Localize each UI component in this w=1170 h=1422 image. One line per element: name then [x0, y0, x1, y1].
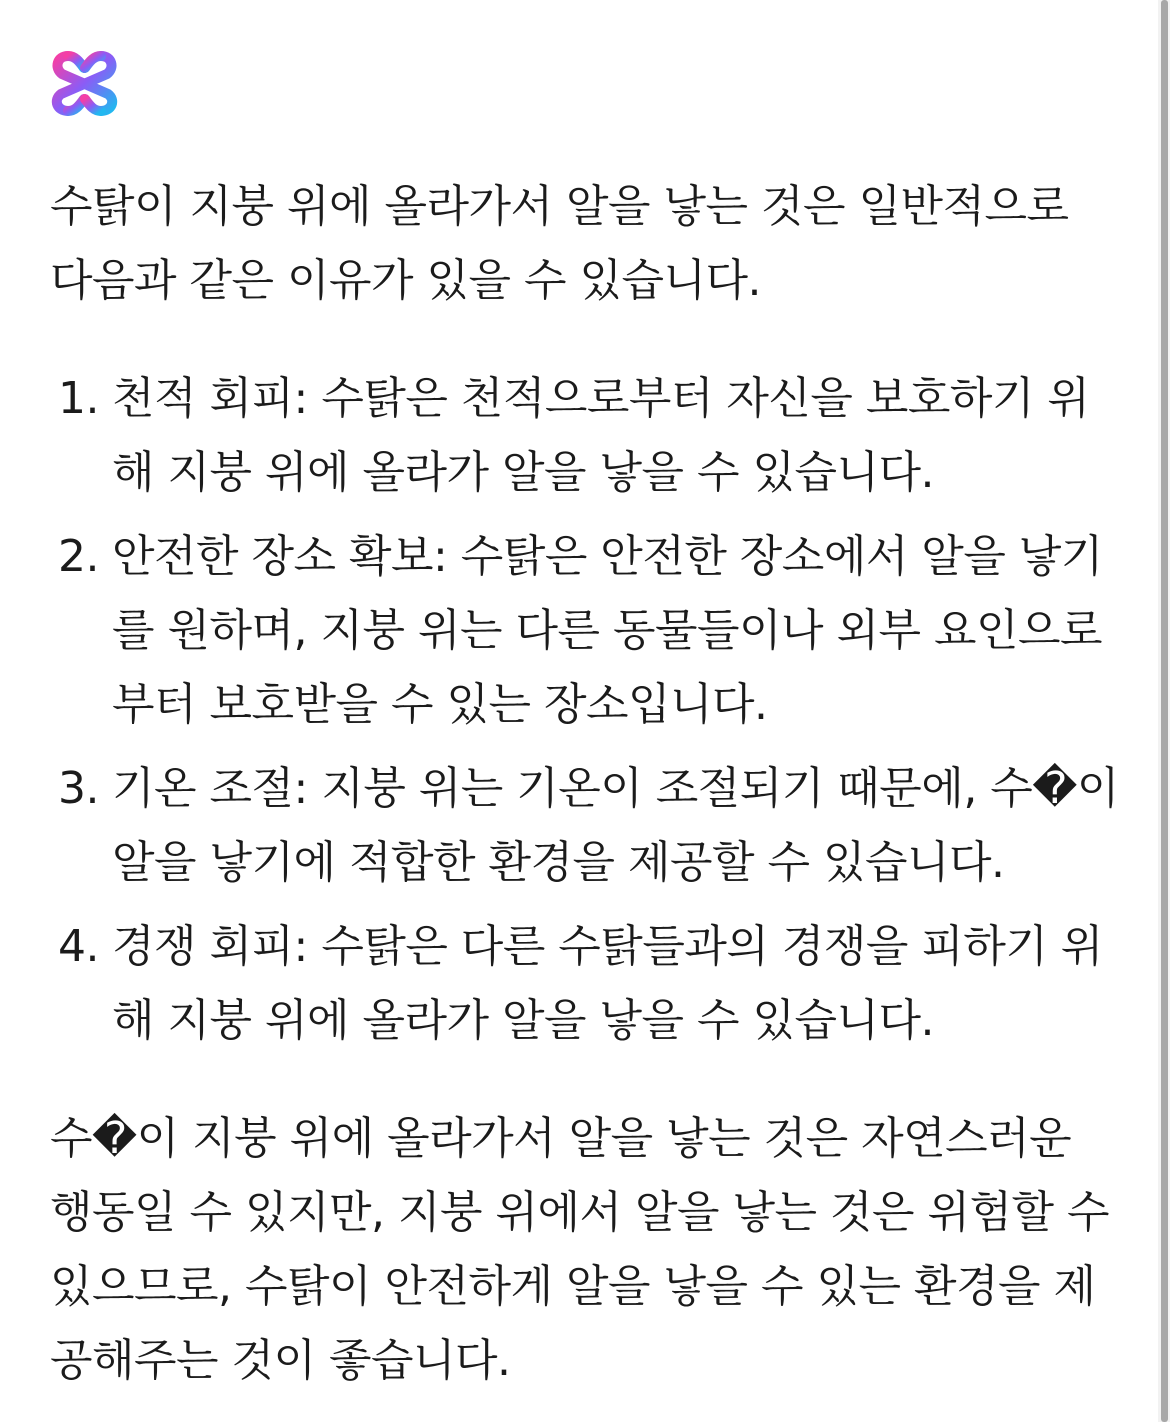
scrollbar-track[interactable]	[1158, 0, 1170, 1422]
scrollbar-thumb[interactable]	[1161, 0, 1168, 1422]
list-item-text: 기온 조절: 지붕 위는 기온이 조절되기 때문에, 수�이 알을 낳기에 적합한 환경을 제공할 수 있습니다.	[112, 763, 1119, 888]
list-item-text: 천적 회피: 수탉은 천적으로부터 자신을 보호하기 위해 지붕 위에 올라가 알을 낳을 수 있습니다.	[112, 373, 1090, 498]
list-item	[50, 752, 1120, 900]
list-item-text: 경쟁 회피: 수탉은 다른 수탉들과의 경쟁을 피하기 위해 지붕 위에 올라가 알을 낳을 수 있습니다.	[112, 921, 1103, 1046]
list-item	[50, 910, 1120, 1058]
list-item	[50, 362, 1120, 510]
assistant-message	[50, 170, 1120, 1398]
reasons-list	[50, 362, 1120, 1058]
list-item-number: 3.	[58, 763, 99, 814]
message-intro: 수탉이 지붕 위에 올라가서 알을 낳는 것은 일반적으로 다음과 같은 이유가 있을 수 있습니다.	[50, 181, 1069, 306]
message-conclusion: 수�이 지붕 위에 올라가서 알을 낳는 것은 자연스러운 행동일 수 있지만, 지붕 위에서 알을 낳는 것은 위험할 수 있으므로, 수탉이 안전하게 알을 낳을 수 있는 환경을 제공해주는 것이 좋습니다.	[50, 1113, 1109, 1386]
list-item-number: 1.	[58, 373, 99, 424]
list-item-number: 4.	[58, 921, 99, 972]
copilot-bing-logo-icon	[48, 48, 122, 118]
list-item	[50, 520, 1120, 742]
list-item-text: 안전한 장소 확보: 수탉은 안전한 장소에서 알을 낳기를 원하며, 지붕 위는 다른 동물들이나 외부 요인으로부터 보호받을 수 있는 장소입니다.	[112, 531, 1103, 730]
list-item-number: 2.	[58, 531, 99, 582]
